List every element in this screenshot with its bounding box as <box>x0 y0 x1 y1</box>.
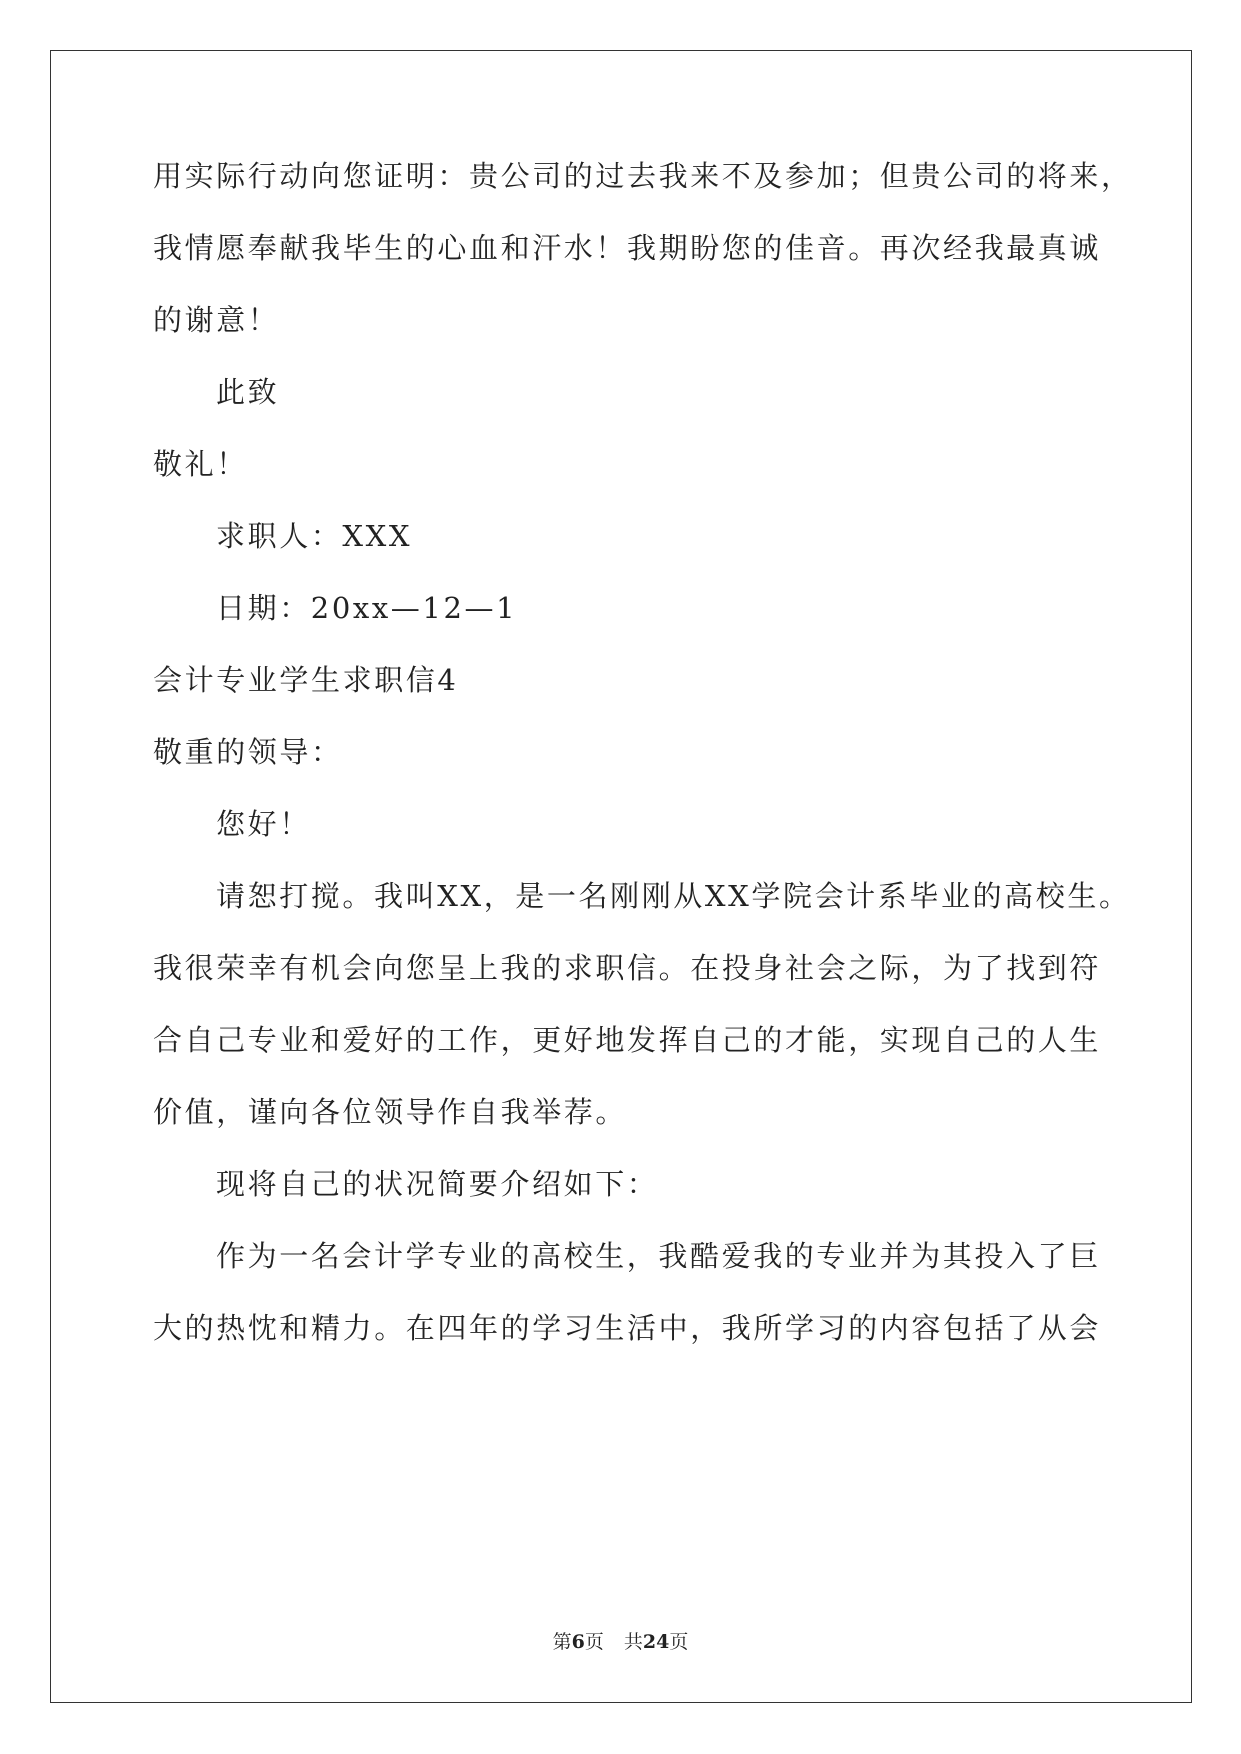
body-line-3: 的谢意！ <box>153 303 280 337</box>
footer-total-pages: 24 <box>642 1631 670 1653</box>
closing-salutation: 此致 <box>216 375 280 409</box>
body-line-2: 我情愿奉献我毕生的心血和汗水！我期盼您的佳音。再次经我最真诚 <box>153 231 1102 265</box>
page-footer <box>0 1630 1241 1654</box>
section-heading: 会计专业学生求职信4 <box>153 663 459 697</box>
letter-date: 日期：20xx—12—1 <box>216 591 518 625</box>
footer-prefix: 第 <box>552 1631 572 1653</box>
greeting-hello: 您好！ <box>216 807 311 841</box>
footer-page-suffix: 页 <box>584 1631 604 1653</box>
body-line-9: 作为一名会计学专业的高校生，我酷爱我的专业并为其投入了巨 <box>216 1239 1101 1273</box>
applicant-name: 求职人：XXX <box>216 519 413 553</box>
footer-total-suffix: 页 <box>669 1631 689 1653</box>
body-line-4: 请恕打搅。我叫XX，是一名刚刚从XX学院会计系毕业的高校生。 <box>216 879 1131 913</box>
body-line-1: 用实际行动向您证明：贵公司的过去我来不及参加；但贵公司的将来， <box>153 159 1133 193</box>
letter-greeting: 敬重的领导： <box>153 735 343 769</box>
footer-page-number: 6 <box>571 1631 585 1653</box>
body-line-7: 价值，谨向各位领导作自我举荐。 <box>153 1095 628 1129</box>
body-line-8: 现将自己的状况简要介绍如下： <box>216 1167 659 1201</box>
body-line-5: 我很荣幸有机会向您呈上我的求职信。在投身社会之际，为了找到符 <box>153 951 1102 985</box>
closing-regards: 敬礼！ <box>153 447 248 481</box>
body-line-10: 大的热忱和精力。在四年的学习生活中，我所学习的内容包括了从会 <box>153 1311 1102 1345</box>
body-line-6: 合自己专业和爱好的工作，更好地发挥自己的才能，实现自己的人生 <box>153 1023 1102 1057</box>
page-border <box>50 50 1192 1703</box>
footer-total-prefix: 共 <box>623 1631 643 1653</box>
